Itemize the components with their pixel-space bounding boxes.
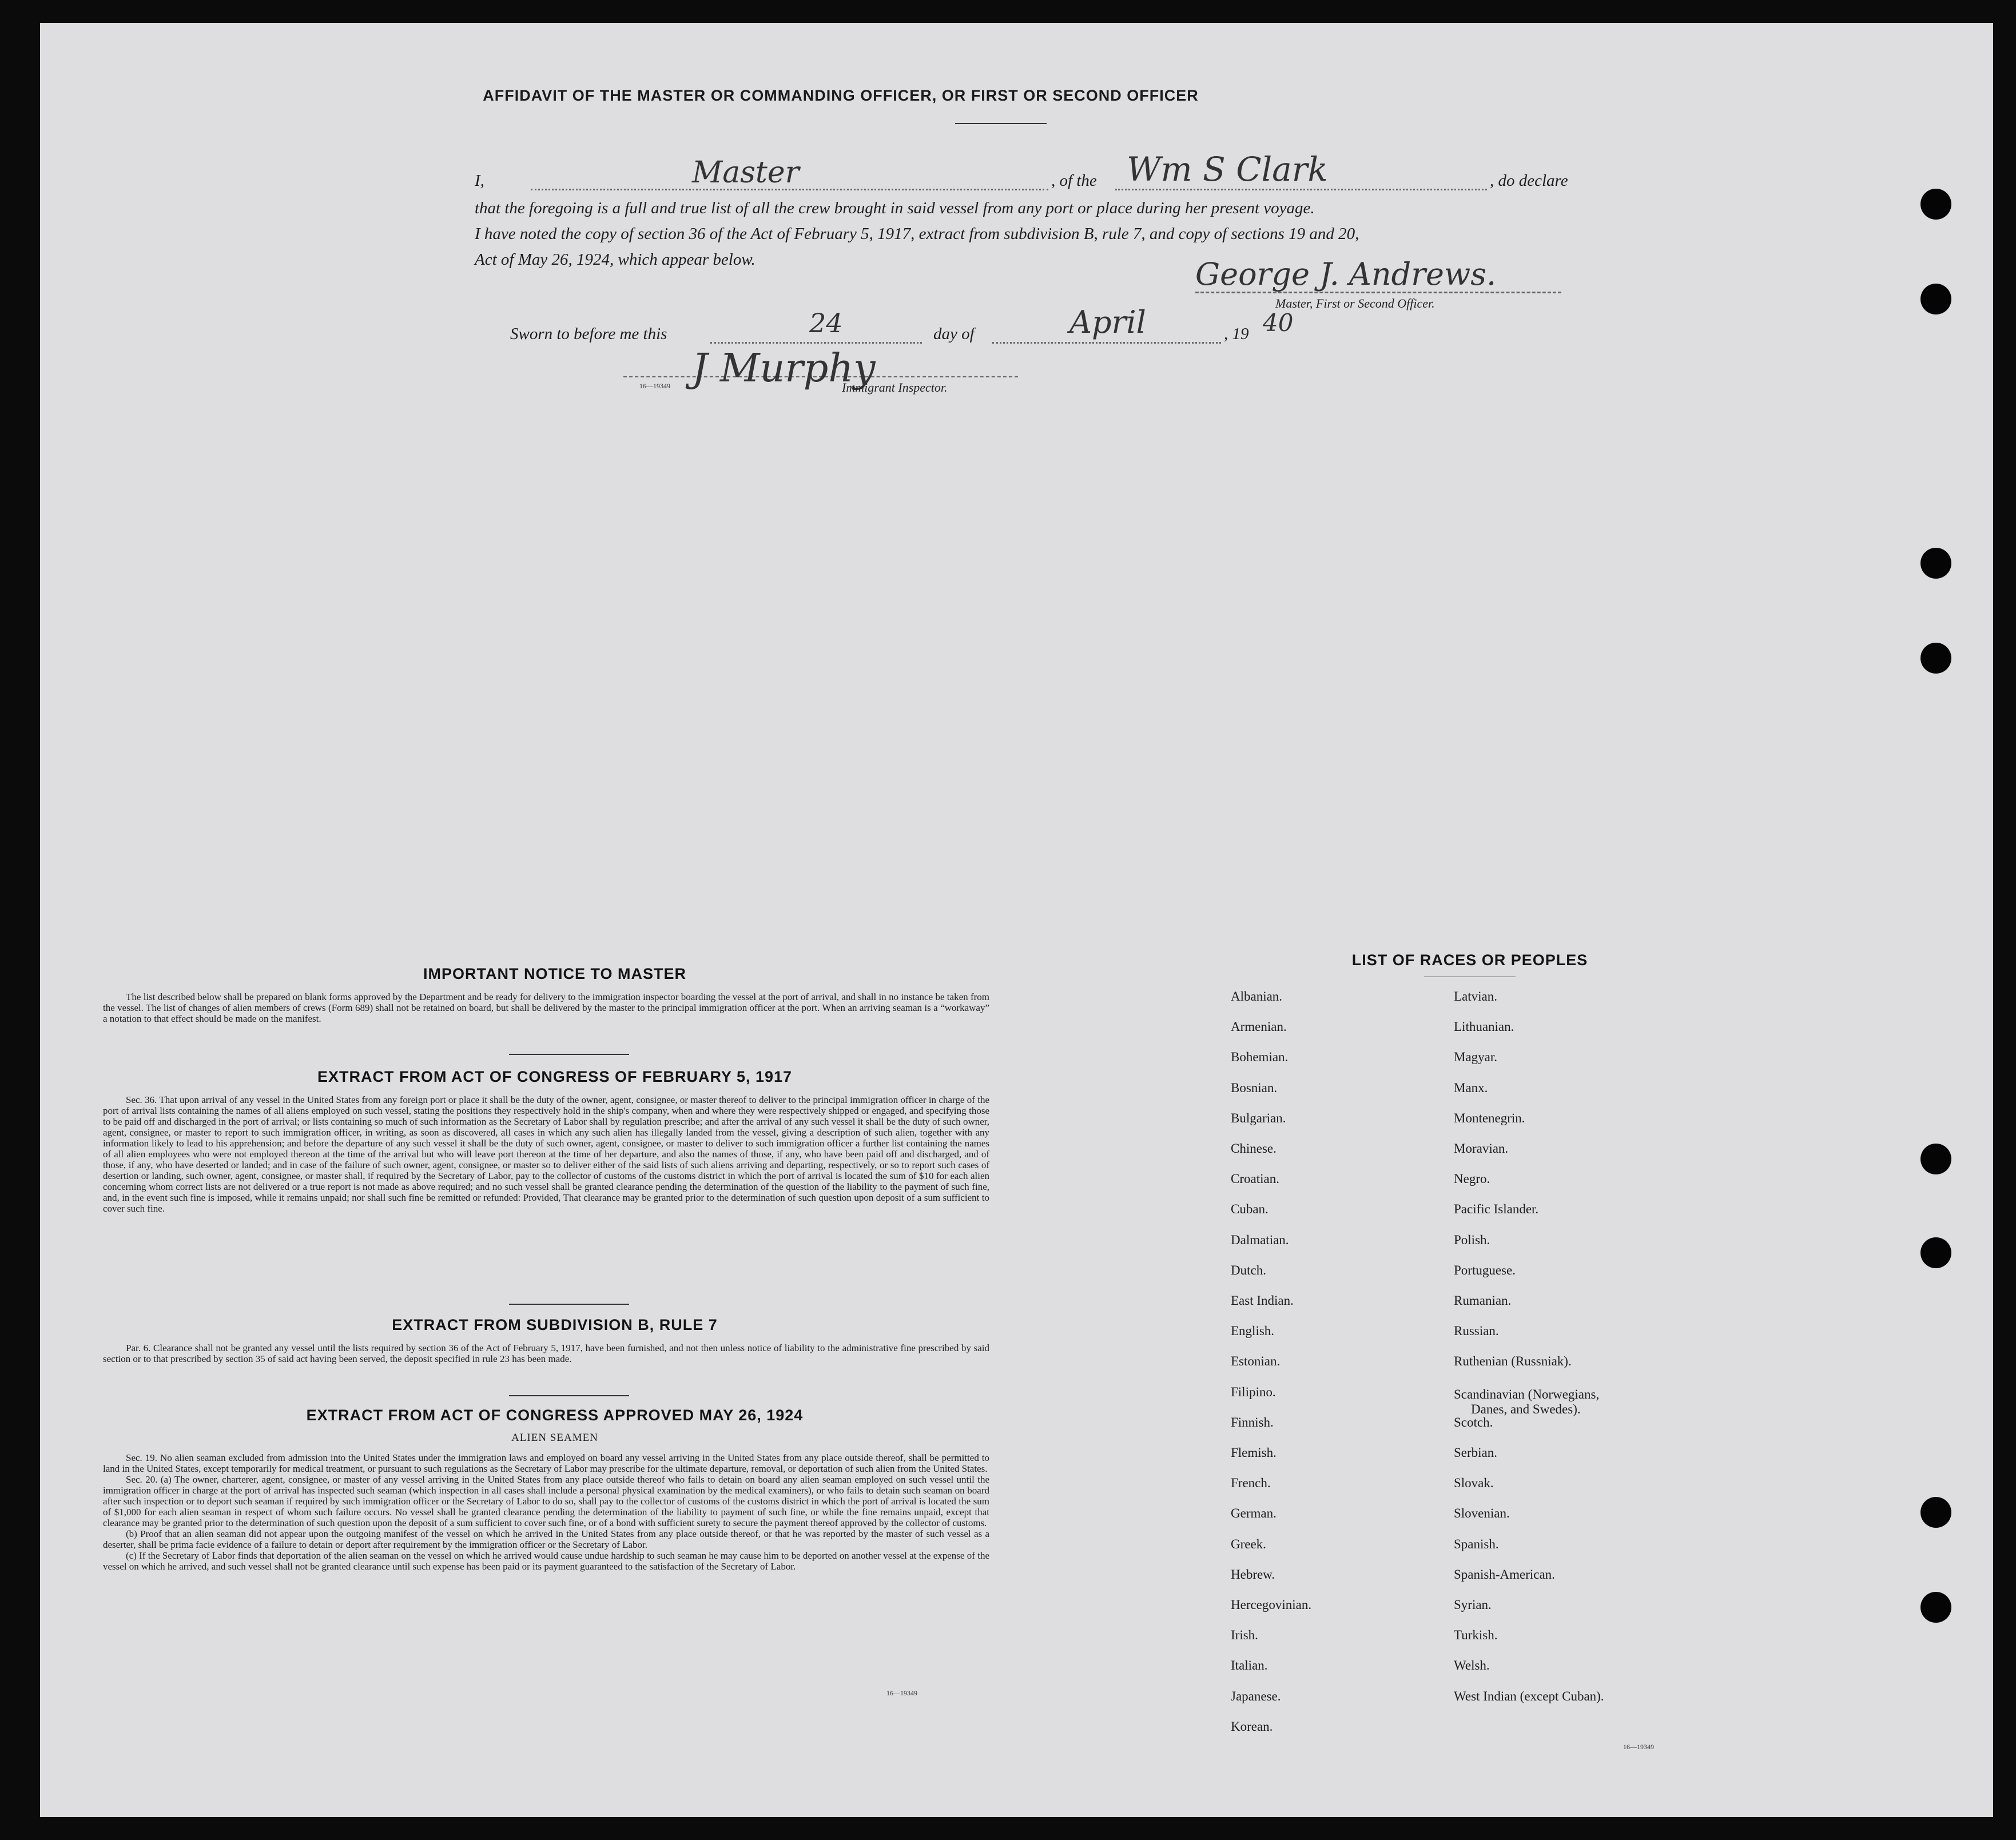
race-item: Magyar. — [1454, 1050, 1498, 1065]
race-item: Hebrew. — [1231, 1567, 1275, 1582]
do-declare-label: , do declare — [1490, 172, 1568, 190]
affidavit-line-4: Act of May 26, 1924, which appear below. — [475, 250, 755, 269]
race-item: Rumanian. — [1454, 1293, 1512, 1308]
extract-rule7-title: EXTRACT FROM SUBDIVISION B, RULE 7 — [392, 1316, 718, 1333]
race-item: Scotch. — [1454, 1415, 1493, 1429]
race-item: French. — [1231, 1476, 1271, 1491]
race-item: Irish. — [1231, 1628, 1258, 1643]
year-suffix: 40 — [1263, 309, 1294, 337]
race-item: Finnish. — [1231, 1415, 1274, 1429]
race-item: Slovak. — [1454, 1476, 1494, 1491]
race-item: East Indian. — [1231, 1293, 1294, 1308]
master-signature: George J. Andrews. — [1195, 256, 1497, 292]
vessel-name-line — [1115, 189, 1487, 190]
document-page — [40, 23, 1993, 1817]
race-item: Hercegovinian. — [1231, 1598, 1312, 1612]
binder-hole — [1920, 643, 1951, 674]
affidavit-line-2: that the foregoing is a full and true list of all the crew brought in said vessel from any port or place during her present voyage. — [475, 199, 1315, 217]
race-item: Dalmatian. — [1231, 1232, 1289, 1247]
race-item: Latvian. — [1454, 989, 1497, 1003]
sec-19-paragraph: Sec. 19. No alien seaman excluded from admission into the United States under the immigration laws and employed on board any vessel arriving in the United States from any place outside thereof, shall be permitted to land in the United States, except temporarily for medical treatment, or pursuant to such regulations as the Secretary of Labor may prescribe for the ultimate departure, removal, or deportation of such alien from the United States. — [103, 1452, 989, 1474]
race-item: English. — [1231, 1324, 1275, 1339]
race-item: Syrian. — [1454, 1598, 1492, 1612]
title-divider — [955, 123, 1047, 124]
sec-20b-paragraph: (b) Proof that an alien seaman did not appear upon the outgoing manifest of the vessel on which he arrived in the United States from any place outside thereof, or that he was reported by the master of such vessel as a deserter, shall be prima facie evidence of a failure to detain or deport after requirement by the immigration officer or the Secretary of Labor. — [103, 1528, 989, 1550]
section-divider — [509, 1304, 629, 1305]
binder-hole — [1920, 1237, 1951, 1268]
sworn-month: April — [1069, 304, 1146, 340]
extract-1917-text — [103, 1094, 989, 1214]
inspector-caption: Immigrant Inspector. — [842, 380, 948, 395]
notice-title: IMPORTANT NOTICE TO MASTER — [423, 965, 686, 982]
extract-1924-text — [103, 1452, 989, 1572]
race-item: Chinese. — [1231, 1141, 1277, 1156]
race-item: Korean. — [1231, 1719, 1273, 1734]
i-label: I, — [475, 172, 484, 190]
race-item: Japanese. — [1231, 1688, 1281, 1703]
binder-hole — [1920, 548, 1951, 579]
year-prefix: , 19 — [1224, 325, 1249, 343]
race-item: Bulgarian. — [1231, 1110, 1286, 1125]
race-item: Turkish. — [1454, 1628, 1498, 1643]
master-signature-line — [1195, 292, 1561, 293]
race-item: Serbian. — [1454, 1445, 1498, 1460]
sec-20a-paragraph: Sec. 20. (a) The owner, charterer, agent, consignee, or master of any vessel arriving in the United States from any place outside thereof who fails to detain on board any alien seaman employed on such vessel until the immigration officer in charge at the port of arrival has inspected such seaman (which inspection in all cases shall include a personal physical examination by the medical examiners), or who fails to detain such seaman on board after such inspection or to deport such seaman if required by such immigration officer or the Secretary of Labor to do so, shall pay to the collector of customs of the customs district in which the port of arrival is located the sum of $1,000 for each alien seaman in respect of whom such failure occurs. No vessel shall be granted clearance pending the determination of the liability to payment of such fine, or while the fine remains unpaid, except that clearance may be granted prior to the determination of such question upon the deposit of a sum sufficient to cover such fine, or of a bond with sufficient surety to secure the payment thereof approved by the collector of customs. — [103, 1474, 989, 1528]
sworn-label: Sworn to before me this — [510, 325, 667, 343]
vessel-name: Wm S Clark — [1127, 150, 1328, 189]
race-item: Albanian. — [1231, 989, 1283, 1003]
par-6-paragraph: Par. 6. Clearance shall not be granted any vessel until the lists required by section 36 of the Act of February 5, 1917, have been furnished, and not then unless notice of liability to the administrative fine prescribed by said section or to that prescribed by section 35 of said act having been served, the deposit specified in rule 23 has been made. — [103, 1343, 989, 1364]
alien-seamen-subtitle: ALIEN SEAMEN — [511, 1432, 598, 1444]
races-form-number: 16—19349 — [1623, 1743, 1654, 1751]
race-item: German. — [1231, 1506, 1277, 1521]
race-item: Ruthenian (Russniak). — [1454, 1354, 1572, 1369]
race-item: Pacific Islander. — [1454, 1202, 1539, 1217]
sworn-month-line — [992, 342, 1221, 344]
section-divider — [509, 1395, 629, 1396]
extract-rule7-text — [103, 1343, 989, 1364]
race-item: Cuban. — [1231, 1202, 1269, 1217]
race-item: Portuguese. — [1454, 1262, 1516, 1277]
races-title: LIST OF RACES OR PEOPLES — [1351, 951, 1588, 969]
race-item: West Indian (except Cuban). — [1454, 1688, 1604, 1703]
race-item: Manx. — [1454, 1080, 1488, 1095]
race-item: Bohemian. — [1231, 1050, 1289, 1065]
affidavit-line-3: I have noted the copy of section 36 of the Act of February 5, 1917, extract from subdivision B, rule 7, and copy of sections 19 and 20, — [475, 225, 1359, 243]
race-item: Spanish. — [1454, 1536, 1499, 1551]
binder-hole — [1920, 189, 1951, 220]
race-item: Polish. — [1454, 1232, 1490, 1247]
extract-1924-title: EXTRACT FROM ACT OF CONGRESS APPROVED MAY 26, 1924 — [306, 1407, 804, 1424]
inspector-signature: J Murphy — [692, 346, 876, 391]
race-item: Estonian. — [1231, 1354, 1281, 1369]
binder-hole — [1920, 1144, 1951, 1174]
race-item: Spanish-American. — [1454, 1567, 1555, 1582]
sworn-day: 24 — [809, 308, 843, 338]
day-of-label: day of — [933, 325, 975, 343]
extract-1917-title: EXTRACT FROM ACT OF CONGRESS OF FEBRUARY 5, 1917 — [317, 1068, 793, 1085]
sworn-day-line — [710, 342, 922, 344]
race-item: Greek. — [1231, 1536, 1266, 1551]
notice-text — [103, 991, 989, 1024]
affidavit-form-number: 16—19349 — [639, 382, 670, 390]
section-divider — [509, 1054, 629, 1055]
race-item: Welsh. — [1454, 1658, 1490, 1673]
binder-hole — [1920, 1592, 1951, 1623]
race-item: Lithuanian. — [1454, 1019, 1514, 1034]
race-item: Slovenian. — [1454, 1506, 1510, 1521]
notice-paragraph: The list described below shall be prepared on blank forms approved by the Department and be ready for delivery to the immigration inspector boarding the vessel at the port of arrival, and shall in no instance be taken from the vessel. The list of changes of alien members of crews (Form 689) shall not be retained on board, but shall be delivered by the master to the principal immigration officer at the port. When an arriving seaman is a “workaway” a notation to that effect should be made on the manifest. — [103, 991, 989, 1024]
race-item: Italian. — [1231, 1658, 1268, 1673]
race-item: Moravian. — [1454, 1141, 1509, 1156]
sec-36-paragraph: Sec. 36. That upon arrival of any vessel in the United States from any foreign port or place it shall be the duty of the owner, agent, consignee, or master thereof to deliver to the principal immigration officer in charge of the port of arrival lists containing the names of all aliens employed on such vessel, stating the positions they respectively hold in the ship's company, when and where they were respectively shipped or engaged, and specifying those to be paid off and discharged in the port of arrival; or lists containing so much of such information as the Secretary of Labor shall by regulation prescribe; and after the arrival of any such vessel it shall be the duty of such owner, agent, consignee, or master to report to such immigration officer, in writing, as soon as discovered, all cases in which any such alien has illegally landed from the vessel, giving a description of such alien, together with any information likely to lead to his apprehension; and before the departure of any such vessel it shall be the duty of such owner, agent, consignee, or master to deliver to such immigration officer a further list containing the names of all alien employees who were not employed thereon at the time of the arrival but who will leave port thereon at the time of her departure, and also the names of those, if any, who have been paid off and discharged, and of those, if any, who have deserted or landed; and in case of the failure of such owner, agent, consignee, or master so to deliver either of the said lists of such aliens arriving and departing, respectively, or so to report such cases of desertion or landing, such owner, agent, consignee, or master shall, if required by the Secretary of Labor, pay to the collector of customs of the customs district in which the port of arrival is located the sum of $10 for each alien concerning whom correct lists are not delivered or a true report is not made as above required; and no such vessel shall be granted clearance pending the determination of the question of the liability to the payment of such fine, and, in the event such fine is imposed, while it remains unpaid; nor shall such fine be remitted or refunded: Provided, That clearance may be granted prior to the determination of such question upon deposit of a sum sufficient to cover such fine. — [103, 1094, 989, 1214]
binder-hole — [1920, 284, 1951, 314]
affidavit-title: AFFIDAVIT OF THE MASTER OR COMMANDING OFFICER, OR FIRST OR SECOND OFFICER — [483, 87, 1199, 104]
race-item: Negro. — [1454, 1172, 1490, 1186]
race-item: Dutch. — [1231, 1262, 1266, 1277]
race-item: Russian. — [1454, 1324, 1499, 1339]
extract-form-number: 16—19349 — [886, 1689, 917, 1697]
of-the-label: , of the — [1051, 172, 1097, 190]
race-item: Armenian. — [1231, 1019, 1287, 1034]
race-item: Danes, and Swedes). — [1471, 1401, 1581, 1416]
race-item: Scandinavian (Norwegians, — [1454, 1387, 1600, 1401]
race-item: Croatian. — [1231, 1172, 1279, 1186]
sec-20c-paragraph: (c) If the Secretary of Labor finds that deportation of the alien seaman on the vessel on which he arrived would cause undue hardship to such seaman he may cause him to be deported on another vessel at the expense of the vessel on which he arrived, and such vessel shall not be granted clearance until such expense has been paid or its payment guaranteed to the satisfaction of the Secretary of Labor. — [103, 1550, 989, 1572]
race-item: Flemish. — [1231, 1445, 1277, 1460]
race-item: Filipino. — [1231, 1384, 1276, 1399]
race-item: Bosnian. — [1231, 1080, 1278, 1095]
binder-hole — [1920, 1497, 1951, 1528]
race-item: Montenegrin. — [1454, 1110, 1525, 1125]
officer-role: Master — [692, 156, 800, 190]
master-signature-caption: Master, First or Second Officer. — [1275, 296, 1435, 310]
